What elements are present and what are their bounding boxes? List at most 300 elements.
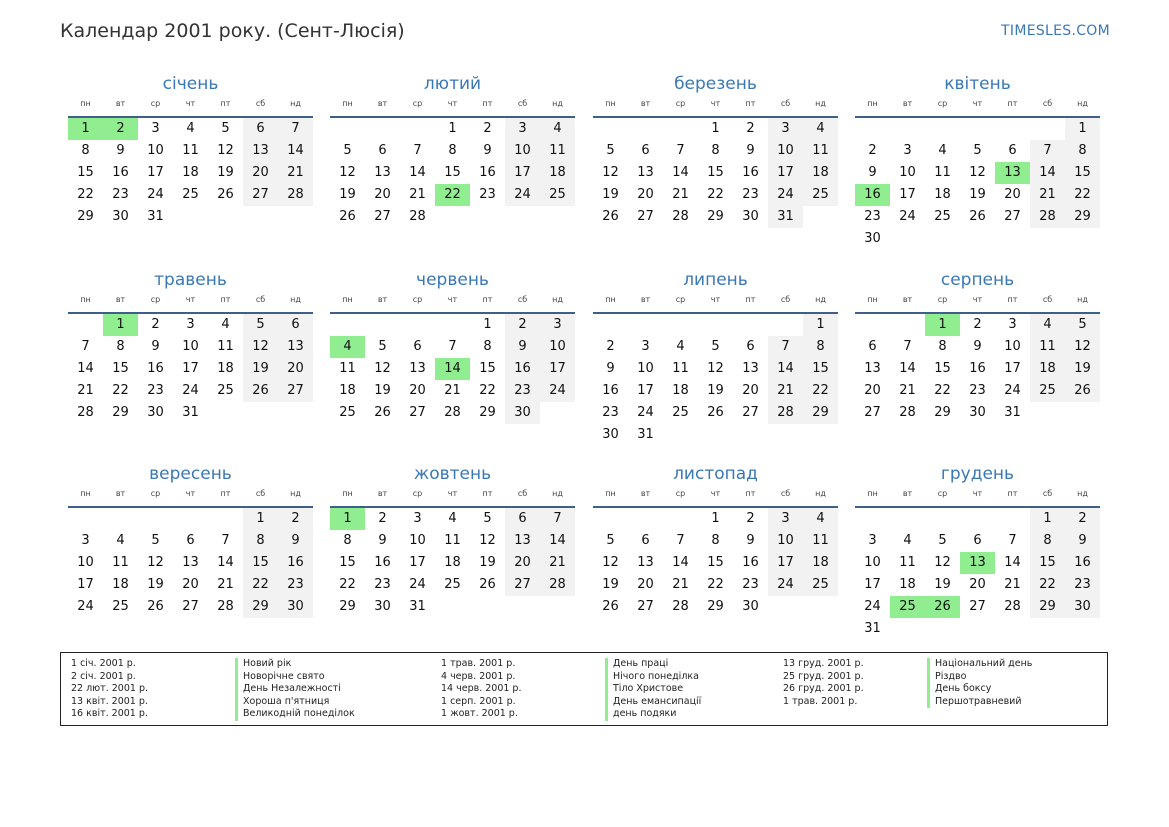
weekday-label: сб xyxy=(517,99,528,108)
legend-holiday-date: 13 квіт. 2001 р. xyxy=(71,695,148,707)
day-cell: 5 xyxy=(221,121,230,136)
day-cell: 18 xyxy=(803,162,838,184)
day-cell: 17 xyxy=(540,358,575,380)
legend-holiday-name: день подяки xyxy=(605,708,701,721)
legend-holiday-date: 1 серп. 2001 р. xyxy=(441,695,516,707)
day-cell: 19 xyxy=(479,555,496,570)
legend-names-column-1 xyxy=(235,658,355,721)
day-cell: 1 xyxy=(711,121,720,136)
day-cell: 31 xyxy=(147,209,164,224)
day-cell: 9 xyxy=(483,143,492,158)
day-cell: 30 xyxy=(969,405,986,420)
weekday-label: нд xyxy=(552,295,563,304)
day-cell: 12 xyxy=(243,336,278,358)
day-cell: 6 xyxy=(746,339,755,354)
day-cell: 22 xyxy=(112,383,129,398)
day-cell: 27 xyxy=(374,209,391,224)
day-cell: 5 xyxy=(378,339,387,354)
weekday-label: сб xyxy=(1042,99,1053,108)
month-name: грудень xyxy=(940,464,1015,484)
month-name: квітень xyxy=(944,74,1011,94)
day-cell: 6 xyxy=(1008,143,1017,158)
day-cell: 16 xyxy=(969,361,986,376)
day-cell: 7 xyxy=(81,339,90,354)
weekday-label: вт xyxy=(902,99,913,108)
day-cell: 19 xyxy=(1065,358,1100,380)
day-cell: 9 xyxy=(116,143,125,158)
month-block xyxy=(330,73,575,228)
day-cell: 8 xyxy=(938,339,947,354)
day-cell: 14 xyxy=(409,165,426,180)
day-cell: 27 xyxy=(742,405,759,420)
day-cell: 19 xyxy=(339,187,356,202)
weekday-label: пт xyxy=(220,99,231,108)
legend-holiday-name: Хороша п'ятниця xyxy=(235,696,355,709)
weekday-label: пн xyxy=(80,99,91,108)
day-cell: 4 xyxy=(676,339,685,354)
legend-holiday-name: Різдво xyxy=(927,671,1032,684)
day-cell: 7 xyxy=(540,508,575,530)
day-cell: 9 xyxy=(746,143,755,158)
day-cell: 12 xyxy=(374,361,391,376)
legend-holiday-date: 13 груд. 2001 р. xyxy=(783,658,864,669)
day-cell: 4 xyxy=(903,533,912,548)
day-cell: 8 xyxy=(803,336,838,358)
holiday-day-cell: 4 xyxy=(330,336,365,358)
day-cell: 6 xyxy=(505,508,540,530)
day-cell: 6 xyxy=(186,533,195,548)
weekday-header xyxy=(68,97,313,111)
day-cell: 14 xyxy=(672,555,689,570)
day-cell: 8 xyxy=(1065,140,1100,162)
day-cell: 10 xyxy=(540,336,575,358)
day-cell: 13 xyxy=(278,336,313,358)
day-cell: 22 xyxy=(1065,184,1100,206)
day-cell: 20 xyxy=(278,358,313,380)
day-cell: 11 xyxy=(803,530,838,552)
legend-holiday-date: 1 трав. 2001 р. xyxy=(441,658,516,669)
day-cell: 23 xyxy=(112,187,129,202)
day-cell: 17 xyxy=(182,361,199,376)
days-grid xyxy=(68,118,313,228)
weekday-label: сб xyxy=(255,99,266,108)
day-cell: 4 xyxy=(1030,314,1065,336)
days-grid xyxy=(68,314,313,424)
day-cell: 4 xyxy=(803,118,838,140)
day-cell: 28 xyxy=(1030,206,1065,228)
day-cell: 11 xyxy=(803,140,838,162)
day-cell: 1 xyxy=(483,317,492,332)
day-cell: 22 xyxy=(479,383,496,398)
day-cell: 21 xyxy=(540,552,575,574)
day-cell: 27 xyxy=(505,574,540,596)
day-cell: 13 xyxy=(374,165,391,180)
day-cell: 24 xyxy=(637,405,654,420)
weekday-label: пт xyxy=(482,99,493,108)
weekday-label: чт xyxy=(447,295,458,304)
day-cell: 13 xyxy=(243,140,278,162)
site-link[interactable]: TIMESLES.COM xyxy=(1001,23,1110,39)
weekday-header xyxy=(855,487,1100,501)
day-cell: 16 xyxy=(479,165,496,180)
day-cell: 16 xyxy=(602,383,619,398)
day-cell: 9 xyxy=(973,339,982,354)
day-cell: 28 xyxy=(217,599,234,614)
day-cell: 24 xyxy=(409,577,426,592)
month-block xyxy=(855,463,1100,640)
day-cell: 9 xyxy=(868,165,877,180)
day-cell: 21 xyxy=(768,380,803,402)
day-cell: 23 xyxy=(864,209,881,224)
weekday-label: вт xyxy=(377,489,388,498)
weekday-label: ср xyxy=(675,99,686,108)
day-cell: 14 xyxy=(1004,555,1021,570)
day-cell: 29 xyxy=(1030,596,1065,618)
weekday-header xyxy=(593,487,838,501)
weekday-label: вт xyxy=(115,489,126,498)
day-cell: 30 xyxy=(147,405,164,420)
month-block xyxy=(330,463,575,618)
day-cell: 7 xyxy=(768,336,803,358)
day-cell: 21 xyxy=(1030,184,1065,206)
day-cell: 19 xyxy=(217,165,234,180)
weekday-header xyxy=(330,487,575,501)
day-cell: 28 xyxy=(768,402,803,424)
day-cell: 31 xyxy=(1004,405,1021,420)
legend-dates-column-2 xyxy=(441,658,521,721)
day-cell: 5 xyxy=(606,143,615,158)
weekday-label: сб xyxy=(517,489,528,498)
weekday-label: сб xyxy=(1042,295,1053,304)
legend-holiday-name: Нічого понеділка xyxy=(605,671,701,684)
day-cell: 19 xyxy=(147,577,164,592)
weekday-label: сб xyxy=(255,295,266,304)
day-cell: 21 xyxy=(217,577,234,592)
day-cell: 23 xyxy=(742,187,759,202)
day-cell: 7 xyxy=(221,533,230,548)
day-cell: 18 xyxy=(803,552,838,574)
day-cell: 14 xyxy=(540,530,575,552)
day-cell: 5 xyxy=(151,533,160,548)
day-cell: 14 xyxy=(768,358,803,380)
day-cell: 13 xyxy=(182,555,199,570)
day-cell: 17 xyxy=(147,165,164,180)
day-cell: 9 xyxy=(1065,530,1100,552)
day-cell: 25 xyxy=(540,184,575,206)
weekday-label: пт xyxy=(220,489,231,498)
weekday-label: ср xyxy=(150,99,161,108)
day-cell: 14 xyxy=(672,165,689,180)
day-cell: 15 xyxy=(77,165,94,180)
day-cell: 12 xyxy=(217,143,234,158)
weekday-label: вт xyxy=(640,489,651,498)
day-cell: 10 xyxy=(637,361,654,376)
month-block xyxy=(855,73,1100,250)
day-cell: 13 xyxy=(505,530,540,552)
weekday-label: пн xyxy=(80,295,91,304)
day-cell: 9 xyxy=(746,533,755,548)
month-name: червень xyxy=(416,270,489,290)
day-cell: 23 xyxy=(742,577,759,592)
day-cell: 6 xyxy=(278,314,313,336)
weekday-header xyxy=(330,293,575,307)
page-title: Календар 2001 року. (Сент-Люсія) xyxy=(60,20,405,42)
weekday-label: пт xyxy=(745,295,756,304)
month-block xyxy=(593,269,838,446)
day-cell: 30 xyxy=(742,209,759,224)
weekday-label: вт xyxy=(640,99,651,108)
day-cell: 2 xyxy=(1065,508,1100,530)
day-cell: 23 xyxy=(969,383,986,398)
day-cell: 3 xyxy=(768,508,803,530)
day-cell: 23 xyxy=(1065,574,1100,596)
day-cell: 18 xyxy=(934,187,951,202)
day-cell: 27 xyxy=(409,405,426,420)
day-cell: 29 xyxy=(479,405,496,420)
weekday-label: нд xyxy=(1077,295,1088,304)
day-cell: 27 xyxy=(864,405,881,420)
month-name: серпень xyxy=(940,270,1015,290)
weekday-header xyxy=(330,97,575,111)
holiday-legend xyxy=(60,652,1108,726)
legend-holiday-name: Національний день xyxy=(927,658,1032,671)
day-cell: 6 xyxy=(868,339,877,354)
day-cell: 18 xyxy=(112,577,129,592)
day-cell: 24 xyxy=(182,383,199,398)
month-block xyxy=(68,73,313,228)
weekday-label: нд xyxy=(290,99,301,108)
day-cell: 18 xyxy=(217,361,234,376)
day-cell: 8 xyxy=(448,143,457,158)
weekday-label: чт xyxy=(710,489,721,498)
legend-holiday-date: 26 груд. 2001 р. xyxy=(783,683,864,694)
weekday-header xyxy=(593,293,838,307)
day-cell: 1 xyxy=(803,314,838,336)
day-cell: 30 xyxy=(864,231,881,246)
day-cell: 8 xyxy=(711,143,720,158)
legend-holiday-name: День праці xyxy=(605,658,701,671)
day-cell: 23 xyxy=(278,574,313,596)
day-cell: 12 xyxy=(479,533,496,548)
day-cell: 18 xyxy=(1030,358,1065,380)
weekday-label: пн xyxy=(342,99,353,108)
day-cell: 16 xyxy=(147,361,164,376)
day-cell: 1 xyxy=(243,508,278,530)
day-cell: 15 xyxy=(803,358,838,380)
day-cell: 30 xyxy=(602,427,619,442)
days-grid xyxy=(330,508,575,618)
weekday-header xyxy=(855,97,1100,111)
day-cell: 4 xyxy=(803,508,838,530)
day-cell: 13 xyxy=(742,361,759,376)
day-cell: 26 xyxy=(602,209,619,224)
month-block xyxy=(855,269,1100,424)
day-cell: 1 xyxy=(711,511,720,526)
day-cell: 27 xyxy=(1004,209,1021,224)
day-cell: 12 xyxy=(934,555,951,570)
day-cell: 8 xyxy=(711,533,720,548)
day-cell: 7 xyxy=(1008,533,1017,548)
day-cell: 15 xyxy=(934,361,951,376)
day-cell: 27 xyxy=(637,599,654,614)
day-cell: 10 xyxy=(899,165,916,180)
day-cell: 4 xyxy=(186,121,195,136)
day-cell: 27 xyxy=(969,599,986,614)
weekday-label: чт xyxy=(710,295,721,304)
weekday-label: пн xyxy=(867,489,878,498)
weekday-label: сб xyxy=(780,489,791,498)
day-cell: 15 xyxy=(1030,552,1065,574)
day-cell: 9 xyxy=(278,530,313,552)
day-cell: 28 xyxy=(540,574,575,596)
day-cell: 15 xyxy=(112,361,129,376)
day-cell: 17 xyxy=(864,577,881,592)
day-cell: 22 xyxy=(707,577,724,592)
day-cell: 29 xyxy=(339,599,356,614)
day-cell: 12 xyxy=(1065,336,1100,358)
legend-dates-column-1 xyxy=(71,658,148,721)
day-cell: 2 xyxy=(151,317,160,332)
day-cell: 8 xyxy=(343,533,352,548)
day-cell: 22 xyxy=(339,577,356,592)
day-cell: 8 xyxy=(483,339,492,354)
day-cell: 15 xyxy=(1065,162,1100,184)
month-block xyxy=(330,269,575,424)
day-cell: 15 xyxy=(444,165,461,180)
weekday-label: сб xyxy=(780,99,791,108)
legend-holiday-date: 14 черв. 2001 р. xyxy=(441,683,522,694)
weekday-label: сб xyxy=(780,295,791,304)
day-cell: 21 xyxy=(77,383,94,398)
day-cell: 26 xyxy=(1065,380,1100,402)
day-cell: 4 xyxy=(221,317,230,332)
day-cell: 2 xyxy=(278,508,313,530)
day-cell: 11 xyxy=(1030,336,1065,358)
weekday-label: ср xyxy=(937,295,948,304)
month-name: жовтень xyxy=(413,464,492,484)
month-block xyxy=(593,73,838,228)
day-cell: 12 xyxy=(707,361,724,376)
day-cell: 16 xyxy=(112,165,129,180)
day-cell: 24 xyxy=(147,187,164,202)
day-cell: 20 xyxy=(243,162,278,184)
weekday-label: вт xyxy=(640,295,651,304)
weekday-label: нд xyxy=(815,99,826,108)
day-cell: 11 xyxy=(217,339,234,354)
legend-dates-column-3 xyxy=(783,658,864,708)
day-cell: 10 xyxy=(768,530,803,552)
day-cell: 19 xyxy=(934,577,951,592)
day-cell: 3 xyxy=(540,314,575,336)
day-cell: 23 xyxy=(505,380,540,402)
holiday-day-cell: 13 xyxy=(960,552,995,574)
day-cell: 14 xyxy=(77,361,94,376)
day-cell: 5 xyxy=(938,533,947,548)
month-block xyxy=(593,463,838,618)
day-cell: 28 xyxy=(409,209,426,224)
day-cell: 7 xyxy=(1030,140,1065,162)
day-cell: 5 xyxy=(1065,314,1100,336)
day-cell: 25 xyxy=(1030,380,1065,402)
day-cell: 17 xyxy=(505,162,540,184)
day-cell: 10 xyxy=(147,143,164,158)
day-cell: 30 xyxy=(742,599,759,614)
day-cell: 24 xyxy=(77,599,94,614)
weekday-label: сб xyxy=(1042,489,1053,498)
day-cell: 3 xyxy=(641,339,650,354)
day-cell: 20 xyxy=(1004,187,1021,202)
day-cell: 29 xyxy=(803,402,838,424)
day-cell: 26 xyxy=(217,187,234,202)
day-cell: 6 xyxy=(641,533,650,548)
day-cell: 25 xyxy=(182,187,199,202)
day-cell: 20 xyxy=(637,577,654,592)
day-cell: 28 xyxy=(672,599,689,614)
day-cell: 4 xyxy=(540,118,575,140)
day-cell: 2 xyxy=(606,339,615,354)
holiday-day-cell: 1 xyxy=(925,314,960,336)
day-cell: 26 xyxy=(479,577,496,592)
legend-holiday-name: Тіло Христове xyxy=(605,683,701,696)
day-cell: 24 xyxy=(540,380,575,402)
day-cell: 11 xyxy=(934,165,951,180)
legend-holiday-date: 1 жовт. 2001 р. xyxy=(441,708,518,719)
day-cell: 16 xyxy=(1065,552,1100,574)
legend-holiday-name: День Незалежності xyxy=(235,683,355,696)
day-cell: 3 xyxy=(1008,317,1017,332)
day-cell: 22 xyxy=(707,187,724,202)
day-cell: 21 xyxy=(672,577,689,592)
day-cell: 13 xyxy=(637,165,654,180)
day-cell: 27 xyxy=(637,209,654,224)
weekday-header xyxy=(855,293,1100,307)
day-cell: 2 xyxy=(746,121,755,136)
day-cell: 31 xyxy=(409,599,426,614)
weekday-label: чт xyxy=(972,295,983,304)
day-cell: 9 xyxy=(378,533,387,548)
day-cell: 24 xyxy=(768,184,803,206)
day-cell: 16 xyxy=(505,358,540,380)
holiday-day-cell: 1 xyxy=(68,118,103,140)
day-cell: 18 xyxy=(339,383,356,398)
day-cell: 3 xyxy=(151,121,160,136)
day-cell: 16 xyxy=(278,552,313,574)
day-cell: 12 xyxy=(339,165,356,180)
day-cell: 30 xyxy=(112,209,129,224)
days-grid xyxy=(330,314,575,424)
days-grid xyxy=(593,118,838,228)
day-cell: 28 xyxy=(899,405,916,420)
legend-holiday-name: Новий рік xyxy=(235,658,355,671)
day-cell: 1 xyxy=(1030,508,1065,530)
day-cell: 7 xyxy=(413,143,422,158)
day-cell: 10 xyxy=(77,555,94,570)
days-grid xyxy=(855,314,1100,424)
day-cell: 6 xyxy=(641,143,650,158)
day-cell: 8 xyxy=(1030,530,1065,552)
weekday-label: нд xyxy=(1077,99,1088,108)
day-cell: 25 xyxy=(217,383,234,398)
days-grid xyxy=(68,508,313,618)
day-cell: 30 xyxy=(1065,596,1100,618)
day-cell: 31 xyxy=(864,621,881,636)
day-cell: 2 xyxy=(483,121,492,136)
day-cell: 11 xyxy=(339,361,356,376)
day-cell: 12 xyxy=(147,555,164,570)
day-cell: 25 xyxy=(934,209,951,224)
day-cell: 6 xyxy=(243,118,278,140)
day-cell: 4 xyxy=(116,533,125,548)
